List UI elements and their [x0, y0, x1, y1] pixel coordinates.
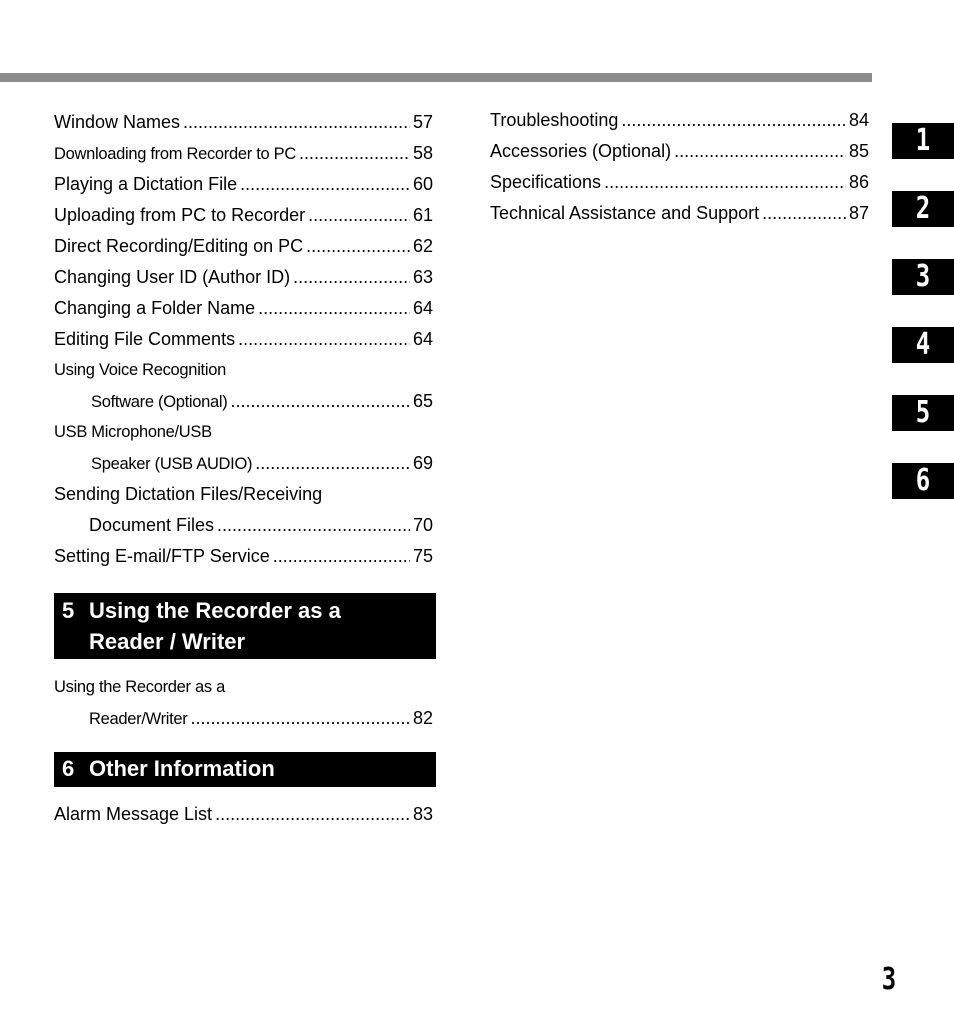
leader-dots	[215, 799, 410, 830]
toc-entry-title: Downloading from Recorder to PC	[54, 145, 296, 163]
chapter-tab-label: 6	[915, 463, 931, 498]
toc-entry-title: Window Names	[54, 112, 181, 132]
toc-entry-title: Alarm Message List	[54, 804, 213, 824]
leader-dots	[293, 262, 410, 293]
toc-entry-page: 75	[412, 546, 433, 566]
chapter-tab-label: 4	[915, 327, 931, 362]
toc-entry-sending-files-line2[interactable]	[54, 510, 433, 541]
toc-entry-specifications[interactable]	[490, 167, 869, 198]
section-6-entries	[54, 799, 433, 830]
leader-dots	[604, 167, 846, 198]
toc-right-column	[490, 105, 869, 229]
section-title-line1: Using the Recorder as a	[89, 598, 341, 623]
chapter-tab-label: 1	[915, 123, 931, 158]
toc-entry-page: 60	[412, 174, 433, 194]
toc-entry-page: 58	[412, 143, 433, 163]
chapter-tab-4[interactable]	[892, 327, 954, 363]
toc-entry-usb-microphone-line2[interactable]	[54, 448, 433, 479]
toc-entry-usb-microphone-line1[interactable]	[54, 417, 433, 448]
toc-entry-voice-recognition-line2[interactable]	[54, 386, 433, 417]
leader-dots	[183, 107, 410, 138]
toc-entry-title: Using Voice Recognition	[54, 361, 226, 379]
chapter-tab-label: 2	[915, 191, 931, 226]
leader-dots	[230, 386, 410, 417]
section-title: Other Information	[89, 756, 275, 781]
leader-dots	[273, 541, 410, 572]
toc-entry-page: 86	[848, 172, 869, 192]
toc-entry-continuation: Software (Optional)	[91, 393, 228, 411]
toc-entry-editing-comments[interactable]	[54, 324, 433, 355]
chapter-tab-3[interactable]	[892, 259, 954, 295]
toc-entry-title: Technical Assistance and Support	[490, 203, 760, 223]
toc-entry-title: Editing File Comments	[54, 329, 236, 349]
toc-entry-page: 87	[848, 203, 869, 223]
toc-entry-title: Changing User ID (Author ID)	[54, 267, 291, 287]
toc-entry-page: 61	[412, 205, 433, 225]
toc-entry-uploading[interactable]	[54, 200, 433, 231]
toc-entry-reader-writer-line1[interactable]	[54, 672, 433, 703]
chapter-tab-label: 3	[915, 259, 931, 294]
toc-entry-page: 57	[412, 112, 433, 132]
chapter-tab-label: 5	[915, 395, 931, 430]
toc-entry-title: Using the Recorder as a	[54, 678, 226, 696]
leader-dots	[258, 293, 410, 324]
toc-entry-title: Specifications	[490, 172, 602, 192]
toc-entry-playing[interactable]	[54, 169, 433, 200]
toc-entry-page: 82	[412, 708, 433, 728]
toc-entry-changing-user-id[interactable]	[54, 262, 433, 293]
chapter-tab-1[interactable]	[892, 123, 954, 159]
chapter-tab-6[interactable]	[892, 463, 954, 499]
toc-entry-continuation: Reader/Writer	[89, 710, 188, 728]
chapter-tab-5[interactable]	[892, 395, 954, 431]
leader-dots	[299, 138, 410, 169]
toc-entry-title: Sending Dictation Files/Receiving	[54, 484, 323, 504]
leader-dots	[674, 136, 846, 167]
leader-dots	[308, 200, 410, 231]
toc-entry-title: Accessories (Optional)	[490, 141, 672, 161]
toc-entry-page: 62	[412, 236, 433, 256]
toc-entry-continuation: Document Files	[89, 515, 215, 535]
toc-entry-page: 63	[412, 267, 433, 287]
section-title-line2: Reader / Writer	[89, 629, 246, 654]
leader-dots	[621, 105, 846, 136]
toc-entry-window-names[interactable]	[54, 107, 433, 138]
toc-entry-title: Uploading from PC to Recorder	[54, 205, 306, 225]
toc-entry-title: Setting E-mail/FTP Service	[54, 546, 270, 566]
leader-dots	[217, 510, 410, 541]
leader-dots	[306, 231, 410, 262]
section-5-entries	[54, 672, 433, 734]
toc-entry-troubleshooting[interactable]	[490, 105, 869, 136]
toc-entry-page: 84	[848, 110, 869, 130]
toc-entry-sending-files-line1[interactable]	[54, 479, 433, 510]
toc-entry-title: USB Microphone/USB	[54, 423, 212, 441]
leader-dots	[255, 448, 410, 479]
toc-entry-page: 85	[848, 141, 869, 161]
toc-entry-accessories[interactable]	[490, 136, 869, 167]
top-rule	[0, 73, 872, 82]
toc-entry-title: Changing a Folder Name	[54, 298, 256, 318]
toc-entry-alarm-message-list[interactable]	[54, 799, 433, 830]
toc-entry-page: 64	[412, 329, 433, 349]
page-number-text: 3	[881, 962, 897, 997]
toc-entry-page: 65	[412, 391, 433, 411]
toc-entry-title: Troubleshooting	[490, 110, 619, 130]
toc-entry-changing-folder-name[interactable]	[54, 293, 433, 324]
toc-left-column	[54, 107, 433, 572]
toc-entry-page: 70	[412, 515, 433, 535]
toc-entry-reader-writer-line2[interactable]	[54, 703, 433, 734]
leader-dots	[240, 169, 410, 200]
section-5-header	[54, 593, 436, 659]
toc-entry-email-ftp[interactable]	[54, 541, 433, 572]
section-number: 5	[62, 598, 75, 623]
leader-dots	[238, 324, 410, 355]
chapter-tab-2[interactable]	[892, 191, 954, 227]
toc-entry-voice-recognition-line1[interactable]	[54, 355, 433, 386]
toc-entry-downloading[interactable]	[54, 138, 433, 169]
toc-entry-technical-assistance[interactable]	[490, 198, 869, 229]
toc-entry-page: 64	[412, 298, 433, 318]
toc-entry-title: Playing a Dictation File	[54, 174, 238, 194]
toc-entry-title: Direct Recording/Editing on PC	[54, 236, 304, 256]
toc-entry-page: 69	[412, 453, 433, 473]
section-number: 6	[62, 756, 75, 781]
toc-entry-page: 83	[412, 804, 433, 824]
toc-entry-continuation: Speaker (USB AUDIO)	[91, 455, 253, 473]
section-6-header	[54, 752, 436, 787]
leader-dots	[191, 703, 410, 734]
page-number	[880, 962, 898, 997]
leader-dots	[762, 198, 846, 229]
toc-entry-direct-recording[interactable]	[54, 231, 433, 262]
